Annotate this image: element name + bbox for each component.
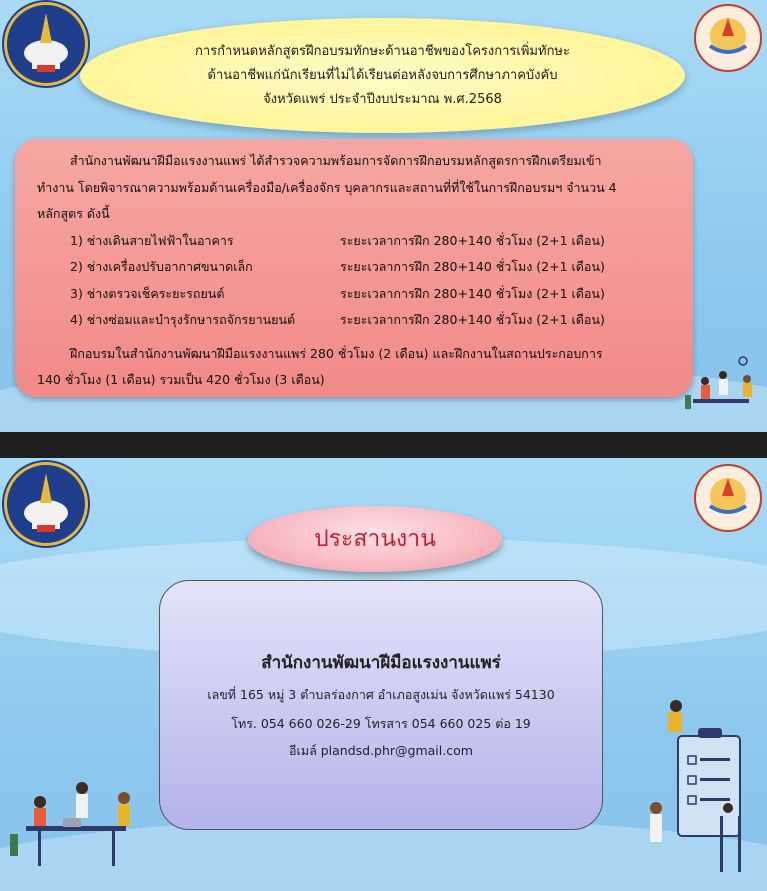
course-name: 2) ช่างเครื่องปรับอากาศขนาดเล็ก [70, 259, 253, 274]
title-line-2: ด้านอาชีพแก่นักเรียนที่ไม่ได้เรียนต่อหลังจบการศึกษาภาคบังคับ [207, 67, 558, 83]
course-duration: ระยะเวลาการฝึก 280+140 ชั่วโมง (2+1 เดือน) [340, 233, 605, 248]
course-duration: ระยะเวลาการฝึก 280+140 ชั่วโมง (2+1 เดือน) [340, 286, 605, 301]
provincial-seal-icon [4, 2, 88, 86]
provincial-seal-icon [4, 462, 88, 546]
slide-contact [0, 458, 767, 891]
intro-line-3: หลักสูตร ดังนี้ [37, 206, 110, 221]
contact-heading-ribbon [248, 506, 502, 572]
course-name: 4) ช่างซ่อมและบำรุงรักษารถจักรยานยนต์ [70, 312, 296, 327]
course-name: 3) ช่างตรวจเช็คระยะรถยนต์ [70, 286, 225, 301]
course-duration: ระยะเวลาการฝึก 280+140 ชั่วโมง (2+1 เดือน) [340, 259, 605, 274]
intro-line-1: สำนักงานพัฒนาฝีมือแรงงานแพร่ ได้สำรวจความพร้อมการจัดการฝึกอบรมหลักสูตรการฝึกเตรียมเข้า [70, 153, 602, 168]
department-seal-icon [694, 464, 762, 532]
office-address: เลขที่ 165 หมู่ 3 ตำบลร่องกาศ อำเภอสูงเม่น จังหวัดแพร่ 54130 [207, 687, 555, 702]
title-oval [80, 18, 685, 133]
slide-divider [0, 432, 767, 458]
title-line-3: จังหวัดแพร่ ประจำปีงบประมาณ พ.ศ.2568 [263, 91, 502, 107]
summary-line-2: 140 ชั่วโมง (1 เดือน) รวมเป็น 420 ชั่วโมง (3 เดือน) [37, 372, 325, 387]
office-phone: โทร. 054 660 026-29 โทรสาร 054 660 025 ต่อ 19 [231, 716, 531, 731]
contact-heading: ประสานงาน [314, 526, 436, 552]
slide-course-overview [0, 0, 767, 432]
intro-line-2: ทำงาน โดยพิจารณาความพร้อมด้านเครื่องมือ/เครื่องจักร บุคลากรและสถานที่ที่ใช้ในการฝึกอบรมฯ จำนวน 4 [37, 180, 617, 195]
office-name: สำนักงานพัฒนาฝีมือแรงงานแพร่ [261, 653, 501, 673]
office-team-illustration-icon [8, 774, 143, 874]
summary-line-1: ฝึกอบรมในสำนักงานพัฒนาฝีมือแรงงานแพร่ 280 ชั่วโมง (2 เดือน) และฝึกงานในสถานประกอบการ [70, 346, 603, 361]
team-meeting-illustration-icon [685, 355, 765, 427]
contact-info-box [159, 580, 603, 830]
office-email: อีเมล์ plandsd.phr@gmail.com [289, 743, 473, 758]
title-line-1: การกำหนดหลักสูตรฝึกอบรมทักษะด้านอาชีพของโครงการเพิ่มทักษะ [195, 43, 570, 59]
course-duration: ระยะเวลาการฝึก 280+140 ชั่วโมง (2+1 เดือน) [340, 312, 605, 327]
department-seal-icon [694, 4, 762, 72]
course-name: 1) ช่างเดินสายไฟฟ้าในอาคาร [70, 233, 234, 248]
checklist-illustration-icon [636, 696, 746, 876]
course-info-box [15, 139, 693, 397]
